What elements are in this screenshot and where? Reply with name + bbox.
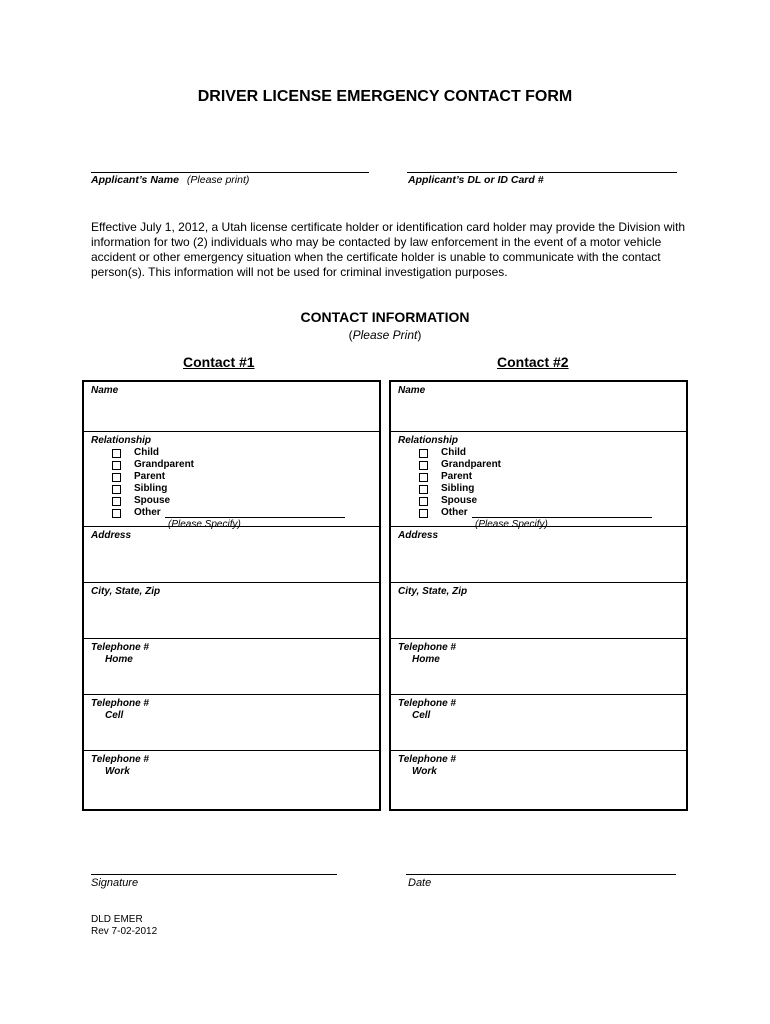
relationship-option-label: Grandparent xyxy=(134,459,195,470)
other-specify-line[interactable] xyxy=(165,508,345,518)
checkbox[interactable] xyxy=(112,461,121,470)
applicant-dl-line[interactable] xyxy=(407,172,677,173)
signature-label: Signature xyxy=(91,877,139,889)
checkbox[interactable] xyxy=(419,473,428,482)
relationship-option xyxy=(112,471,345,483)
contact-2-heading: Contact #2 xyxy=(497,354,569,370)
contact-1-address-field[interactable] xyxy=(84,527,379,583)
address-label: Address xyxy=(91,530,132,541)
relationship-option-label: Grandparent xyxy=(441,459,502,470)
intro-paragraph: Effective July 1, 2012, a Utah license certificate holder or identification card holder may provide the Division with information for two (2) individuals who may be contacted by law enforcement in the event of a motor vehicle accident or other emergency situation when the certificate holder is unable to communicate with the contact person(s). This information will not be used for criminal investigation purposes. xyxy=(91,220,686,279)
form-title: DRIVER LICENSE EMERGENCY CONTACT FORM xyxy=(197,88,573,105)
checkbox[interactable] xyxy=(419,461,428,470)
telephone-type: Cell xyxy=(412,710,431,721)
telephone-text: Telephone # xyxy=(398,754,456,765)
telephone-label xyxy=(91,642,149,666)
relationship-option-label: Sibling xyxy=(441,483,475,494)
relationship-option xyxy=(112,495,345,507)
telephone-text: Telephone # xyxy=(91,642,149,653)
telephone-text: Telephone # xyxy=(91,754,149,765)
form-code: DLD EMER xyxy=(91,914,143,925)
specify-note: (Please Specify) xyxy=(168,519,241,530)
contact-1-heading: Contact #1 xyxy=(183,354,255,370)
relationship-option xyxy=(112,447,345,459)
date-label: Date xyxy=(408,877,432,889)
checkbox[interactable] xyxy=(419,497,428,506)
relationship-option-label: Spouse xyxy=(134,495,171,506)
contact-2-name-field[interactable] xyxy=(391,382,686,432)
contact-info-title: CONTACT INFORMATION xyxy=(300,309,470,325)
checkbox[interactable] xyxy=(112,473,121,482)
contact-info-subtitle-text: Please Print xyxy=(352,328,418,342)
relationship-option xyxy=(419,447,652,459)
contact-2-relationship-field[interactable] xyxy=(391,432,686,530)
telephone-type: Home xyxy=(412,654,440,665)
contact-1-relationship-field[interactable] xyxy=(84,432,379,530)
form-revision: Rev 7-02-2012 xyxy=(91,926,158,937)
contact-2-cell-field[interactable] xyxy=(391,695,686,751)
contact-1-city-field[interactable] xyxy=(84,583,379,639)
address-label: Address xyxy=(398,530,439,541)
telephone-text: Telephone # xyxy=(91,698,149,709)
contact-2-box xyxy=(389,380,688,811)
relationship-options xyxy=(419,447,652,519)
name-label: Name xyxy=(91,385,119,396)
applicant-dl-label: Applicant’s DL or ID Card # xyxy=(408,174,544,186)
city-label: City, State, Zip xyxy=(91,586,161,597)
telephone-text: Telephone # xyxy=(398,642,456,653)
contact-1-name-field[interactable] xyxy=(84,382,379,432)
relationship-option xyxy=(419,459,652,471)
checkbox[interactable] xyxy=(112,485,121,494)
checkbox[interactable] xyxy=(112,509,121,518)
name-label: Name xyxy=(398,385,426,396)
relationship-label: Relationship xyxy=(398,435,459,446)
relationship-option xyxy=(112,507,345,519)
applicant-name-line[interactable] xyxy=(91,172,369,173)
telephone-label xyxy=(398,642,456,666)
contact-1-home-field[interactable] xyxy=(84,639,379,695)
relationship-option-label: Child xyxy=(134,447,159,458)
contact-2-home-field[interactable] xyxy=(391,639,686,695)
relationship-option-label: Spouse xyxy=(441,495,478,506)
telephone-label xyxy=(398,754,456,778)
telephone-type: Work xyxy=(412,766,437,777)
relationship-option-label: Other xyxy=(441,507,468,518)
telephone-type: Cell xyxy=(105,710,124,721)
relationship-option xyxy=(419,471,652,483)
telephone-label xyxy=(398,698,456,722)
relationship-option xyxy=(419,495,652,507)
checkbox[interactable] xyxy=(112,497,121,506)
telephone-type: Work xyxy=(105,766,130,777)
relationship-option-label: Parent xyxy=(134,471,166,482)
signature-line[interactable] xyxy=(91,874,337,875)
telephone-label xyxy=(91,698,149,722)
checkbox[interactable] xyxy=(419,485,428,494)
contact-info-subtitle: (Please Print) xyxy=(348,328,422,342)
city-label: City, State, Zip xyxy=(398,586,468,597)
checkbox[interactable] xyxy=(419,449,428,458)
contact-1-cell-field[interactable] xyxy=(84,695,379,751)
relationship-option-label: Other xyxy=(134,507,161,518)
relationship-label: Relationship xyxy=(91,435,152,446)
checkbox[interactable] xyxy=(419,509,428,518)
relationship-option xyxy=(419,507,652,519)
relationship-option xyxy=(112,483,345,495)
relationship-option xyxy=(419,483,652,495)
applicant-name-label-group xyxy=(91,174,249,186)
telephone-label xyxy=(91,754,149,778)
relationship-option-label: Sibling xyxy=(134,483,168,494)
specify-note: (Please Specify) xyxy=(475,519,548,530)
relationship-option xyxy=(112,459,345,471)
applicant-name-label: Applicant’s Name xyxy=(91,174,179,186)
contact-2-city-field[interactable] xyxy=(391,583,686,639)
contact-2-work-field[interactable] xyxy=(391,751,686,809)
other-specify-line[interactable] xyxy=(472,508,652,518)
contact-1-box xyxy=(82,380,381,811)
date-line[interactable] xyxy=(406,874,676,875)
checkbox[interactable] xyxy=(112,449,121,458)
relationship-options xyxy=(112,447,345,519)
contact-1-work-field[interactable] xyxy=(84,751,379,809)
relationship-option-label: Child xyxy=(441,447,466,458)
telephone-text: Telephone # xyxy=(398,698,456,709)
applicant-name-note: (Please print) xyxy=(186,174,250,186)
telephone-type: Home xyxy=(105,654,133,665)
contact-2-address-field[interactable] xyxy=(391,527,686,583)
relationship-option-label: Parent xyxy=(441,471,473,482)
